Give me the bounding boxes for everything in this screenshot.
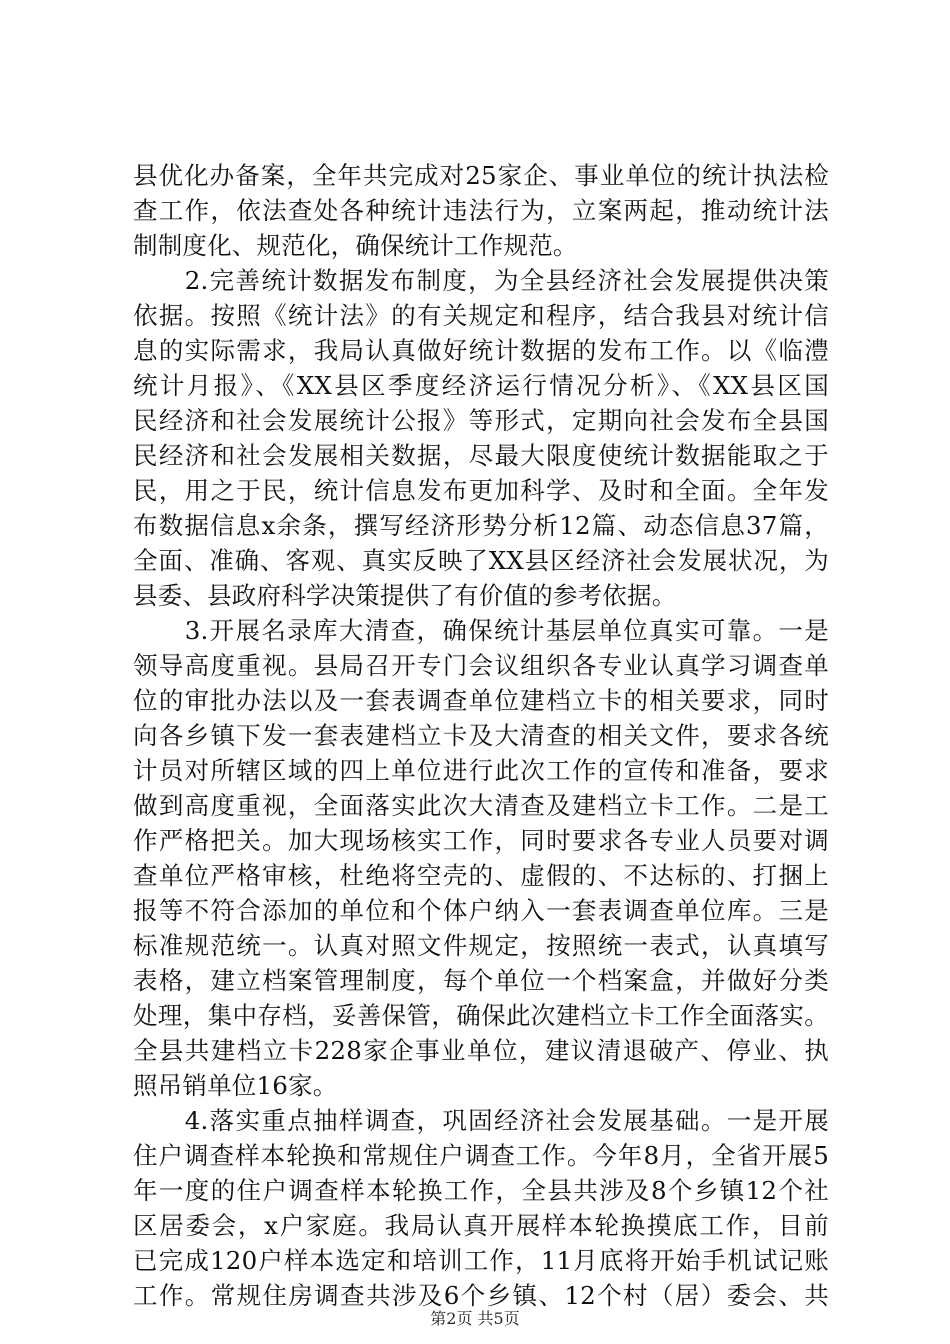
text-line: 计员对所辖区域的四上单位进行此次工作的宣传和准备，要求 [133,756,829,785]
text-line: 做到高度重视，全面落实此次大清查及建档立卡工作。二是工 [133,791,829,820]
text-line: 作严格把关。加大现场核实工作，同时要求各专业人员要对调 [133,826,829,855]
text-line: 全面、准确、客观、真实反映了XX县区经济社会发展状况，为 [133,546,829,575]
text-line: 查工作，依法查处各种统计违法行为，立案两起，推动统计法 [133,196,829,225]
text-line: 2.完善统计数据发布制度，为全县经济社会发展提供决策 [133,266,829,295]
text-line: 表格，建立档案管理制度，每个单位一个档案盒，并做好分类 [133,966,829,995]
text-line: 民经济和社会发展统计公报》等形式，定期向社会发布全县国 [133,406,829,435]
text-line: 年一度的住户调查样本轮换工作，全县共涉及8个乡镇12个社 [133,1176,829,1205]
text-line: 报等不符合添加的单位和个体户纳入一套表调查单位库。三是 [133,896,829,925]
text-line: 布数据信息x余条，撰写经济形势分析12篇、动态信息37篇， [133,511,829,540]
text-line: 工作。常规住房调查共涉及6个乡镇、12个村（居）委会、共 [133,1281,829,1310]
text-line: 查单位严格审核，杜绝将空壳的、虚假的、不达标的、打捆上 [133,861,829,890]
text-line: 县委、县政府科学决策提供了有价值的参考依据。 [133,581,677,610]
text-line: 区居委会，x户家庭。我局认真开展样本轮换摸底工作，目前 [133,1211,829,1240]
text-line: 民，用之于民，统计信息发布更加科学、及时和全面。全年发 [133,476,829,505]
text-line: 全县共建档立卡228家企事业单位，建议清退破产、停业、执 [133,1036,829,1065]
text-line: 领导高度重视。县局召开专门会议组织各专业认真学习调查单 [133,651,829,680]
text-line: 向各乡镇下发一套表建档立卡及大清查的相关文件，要求各统 [133,721,829,750]
text-line: 处理，集中存档，妥善保管，确保此次建档立卡工作全面落实。 [133,1001,829,1030]
text-line: 民经济和社会发展相关数据，尽最大限度使统计数据能取之于 [133,441,829,470]
text-line: 已完成120户样本选定和培训工作，11月底将开始手机试记账 [133,1246,829,1275]
text-line: 县优化办备案，全年共完成对25家企、事业单位的统计执法检 [133,161,829,190]
text-line: 照吊销单位16家。 [133,1071,338,1100]
text-line: 3.开展名录库大清查，确保统计基层单位真实可靠。一是 [133,616,829,645]
text-line: 4.落实重点抽样调查，巩固经济社会发展基础。一是开展 [133,1106,829,1135]
document-body [133,158,829,1313]
text-line: 住户调查样本轮换和常规住户调查工作。今年8月，全省开展5 [133,1141,829,1170]
text-line: 息的实际需求，我局认真做好统计数据的发布工作。以《临澧 [133,336,829,365]
text-line: 统计月报》、《XX县区季度经济运行情况分析》、《XX县区国 [133,371,829,400]
text-line: 制制度化、规范化，确保统计工作规范。 [133,231,578,260]
text-line: 位的审批办法以及一套表调查单位建档立卡的相关要求，同时 [133,686,829,715]
text-line: 依据。按照《统计法》的有关规定和程序，结合我县对统计信 [133,301,829,330]
text-line: 标准规范统一。认真对照文件规定，按照统一表式，认真填写 [133,931,829,960]
page-number-footer: 第2页 共5页 [430,1309,520,1328]
